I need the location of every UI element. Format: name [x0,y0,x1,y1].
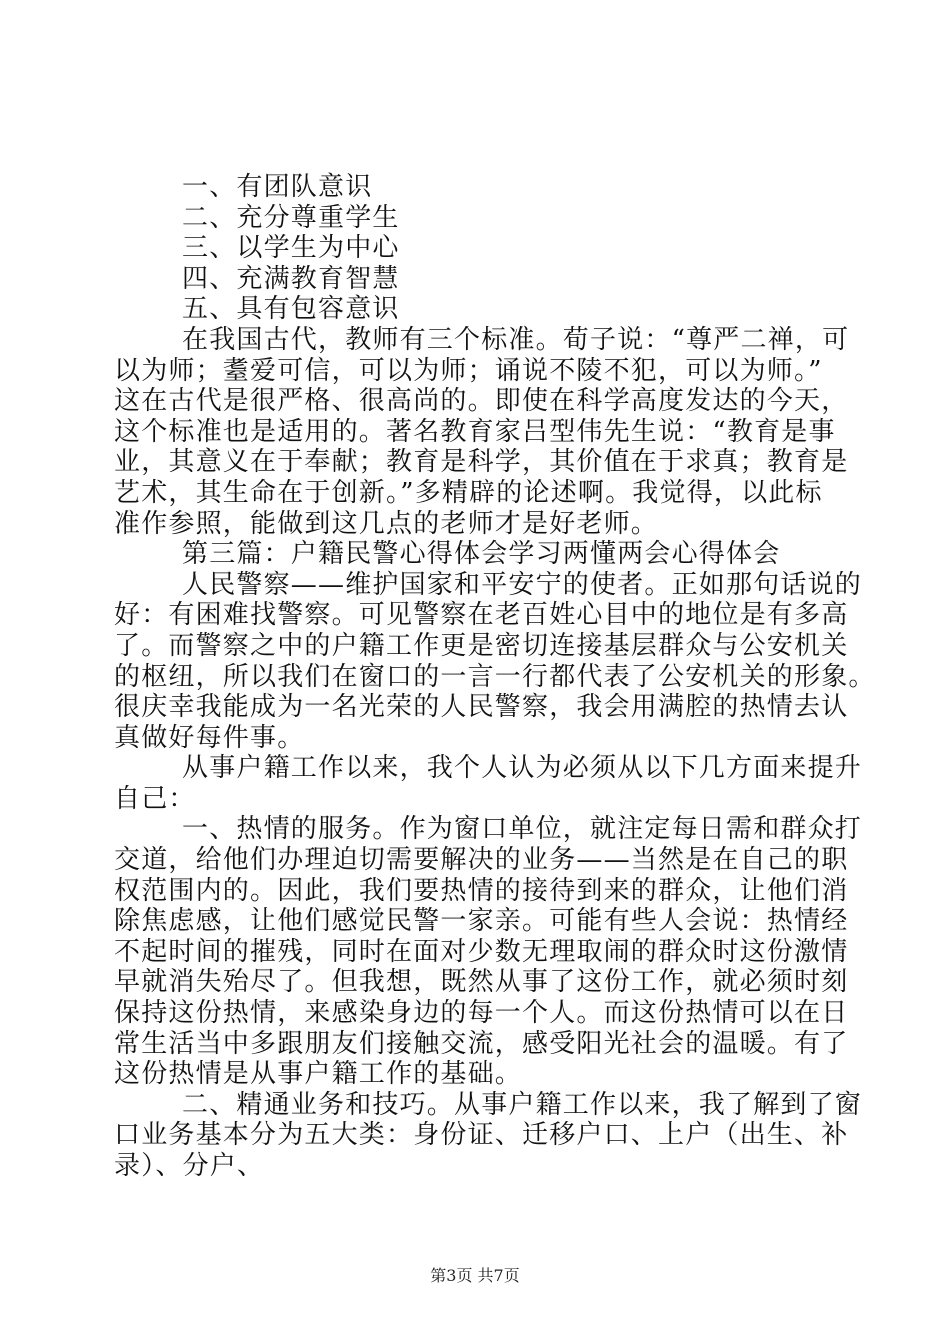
paragraph-line: 的枢纽，所以我们在窗口的一言一行都代表了公安机关的形象。 [114,661,876,692]
paragraph-line: 自己： [114,783,196,814]
paragraph-line: 保持这份热情，来感染身边的每一个人。而这份热情可以在日 [114,998,849,1029]
list-item: 一、有团队意识 [182,172,373,202]
paragraph-line: 这在古代是很严格、很高尚的。即使在科学高度发达的今天， [114,386,849,417]
paragraph-line: 从事户籍工作以来，我个人认为必须从以下几方面来提升 [182,753,863,784]
list-item: 四、充满教育智慧 [182,263,400,294]
list-item: 五、具有包容意识 [182,294,400,325]
paragraph-line: 除焦虑感，让他们感觉民警一家亲。可能有些人会说：热情经 [114,906,849,937]
paragraph-line: 一、热情的服务。作为窗口单位，就注定每日需和群众打 [182,814,863,845]
document-body [114,172,876,1182]
paragraph-line: 业，其意义在于奉献；教育是科学，其价值在于求真；教育是 [114,447,849,478]
paragraph-line: 以为师；耋爱可信，可以为师；诵说不陵不犯，可以为师。” [114,355,823,386]
paragraph-line: 在我国古代，教师有三个标准。荀子说：“尊严二禅，可 [182,324,850,355]
paragraph-line: 交道，给他们办理迫切需要解决的业务——当然是在自己的职 [114,845,849,876]
paragraph-line: 不起时间的摧残，同时在面对少数无理取闹的群众时这份激情 [114,936,849,967]
page-number: 第3页 共7页 [430,1266,520,1285]
paragraph-line: 这个标准也是适用的。著名教育家吕型伟先生说：“教育是事 [114,416,836,447]
paragraph-line: 这份热情是从事户籍工作的基础。 [114,1059,523,1090]
section-heading: 第三篇：户籍民警心得体会学习两懂两会心得体会 [182,539,781,570]
paragraph-line: 好：有困难找警察。可见警察在老百姓心目中的地位是有多高 [114,600,849,631]
paragraph-line: 口业务基本分为五大类：身份证、迁移户口、上户（出生、补 [114,1120,849,1151]
paragraph-line: 准作参照，能做到这几点的老师才是好老师。 [114,508,659,539]
paragraph-line: 权范围内的。因此，我们要热情的接待到来的群众，让他们消 [114,875,849,906]
paragraph-line: 人民警察——维护国家和平安宁的使者。正如那句话说的 [182,569,863,600]
list-item: 三、以学生为中心 [182,233,400,264]
paragraph-line: 真做好每件事。 [114,722,305,753]
paragraph-line: 早就消失殆尽了。但我想，既然从事了这份工作，就必须时刻 [114,967,849,998]
paragraph-line: 录）、分户、 [114,1151,265,1181]
paragraph-line: 艺术，其生命在于创新。”多精辟的论述啊。我觉得，以此标 [114,477,823,508]
paragraph-line: 很庆幸我能成为一名光荣的人民警察，我会用满腔的热情去认 [114,692,849,723]
paragraph-line: 常生活当中多跟朋友们接触交流，感受阳光社会的温暖。有了 [114,1028,849,1059]
paragraph-line: 二、精通业务和技巧。从事户籍工作以来，我了解到了窗 [182,1089,863,1120]
list-item: 二、充分尊重学生 [182,202,400,233]
paragraph-line: 了。而警察之中的户籍工作更是密切连接基层群众与公安机关 [114,630,849,661]
